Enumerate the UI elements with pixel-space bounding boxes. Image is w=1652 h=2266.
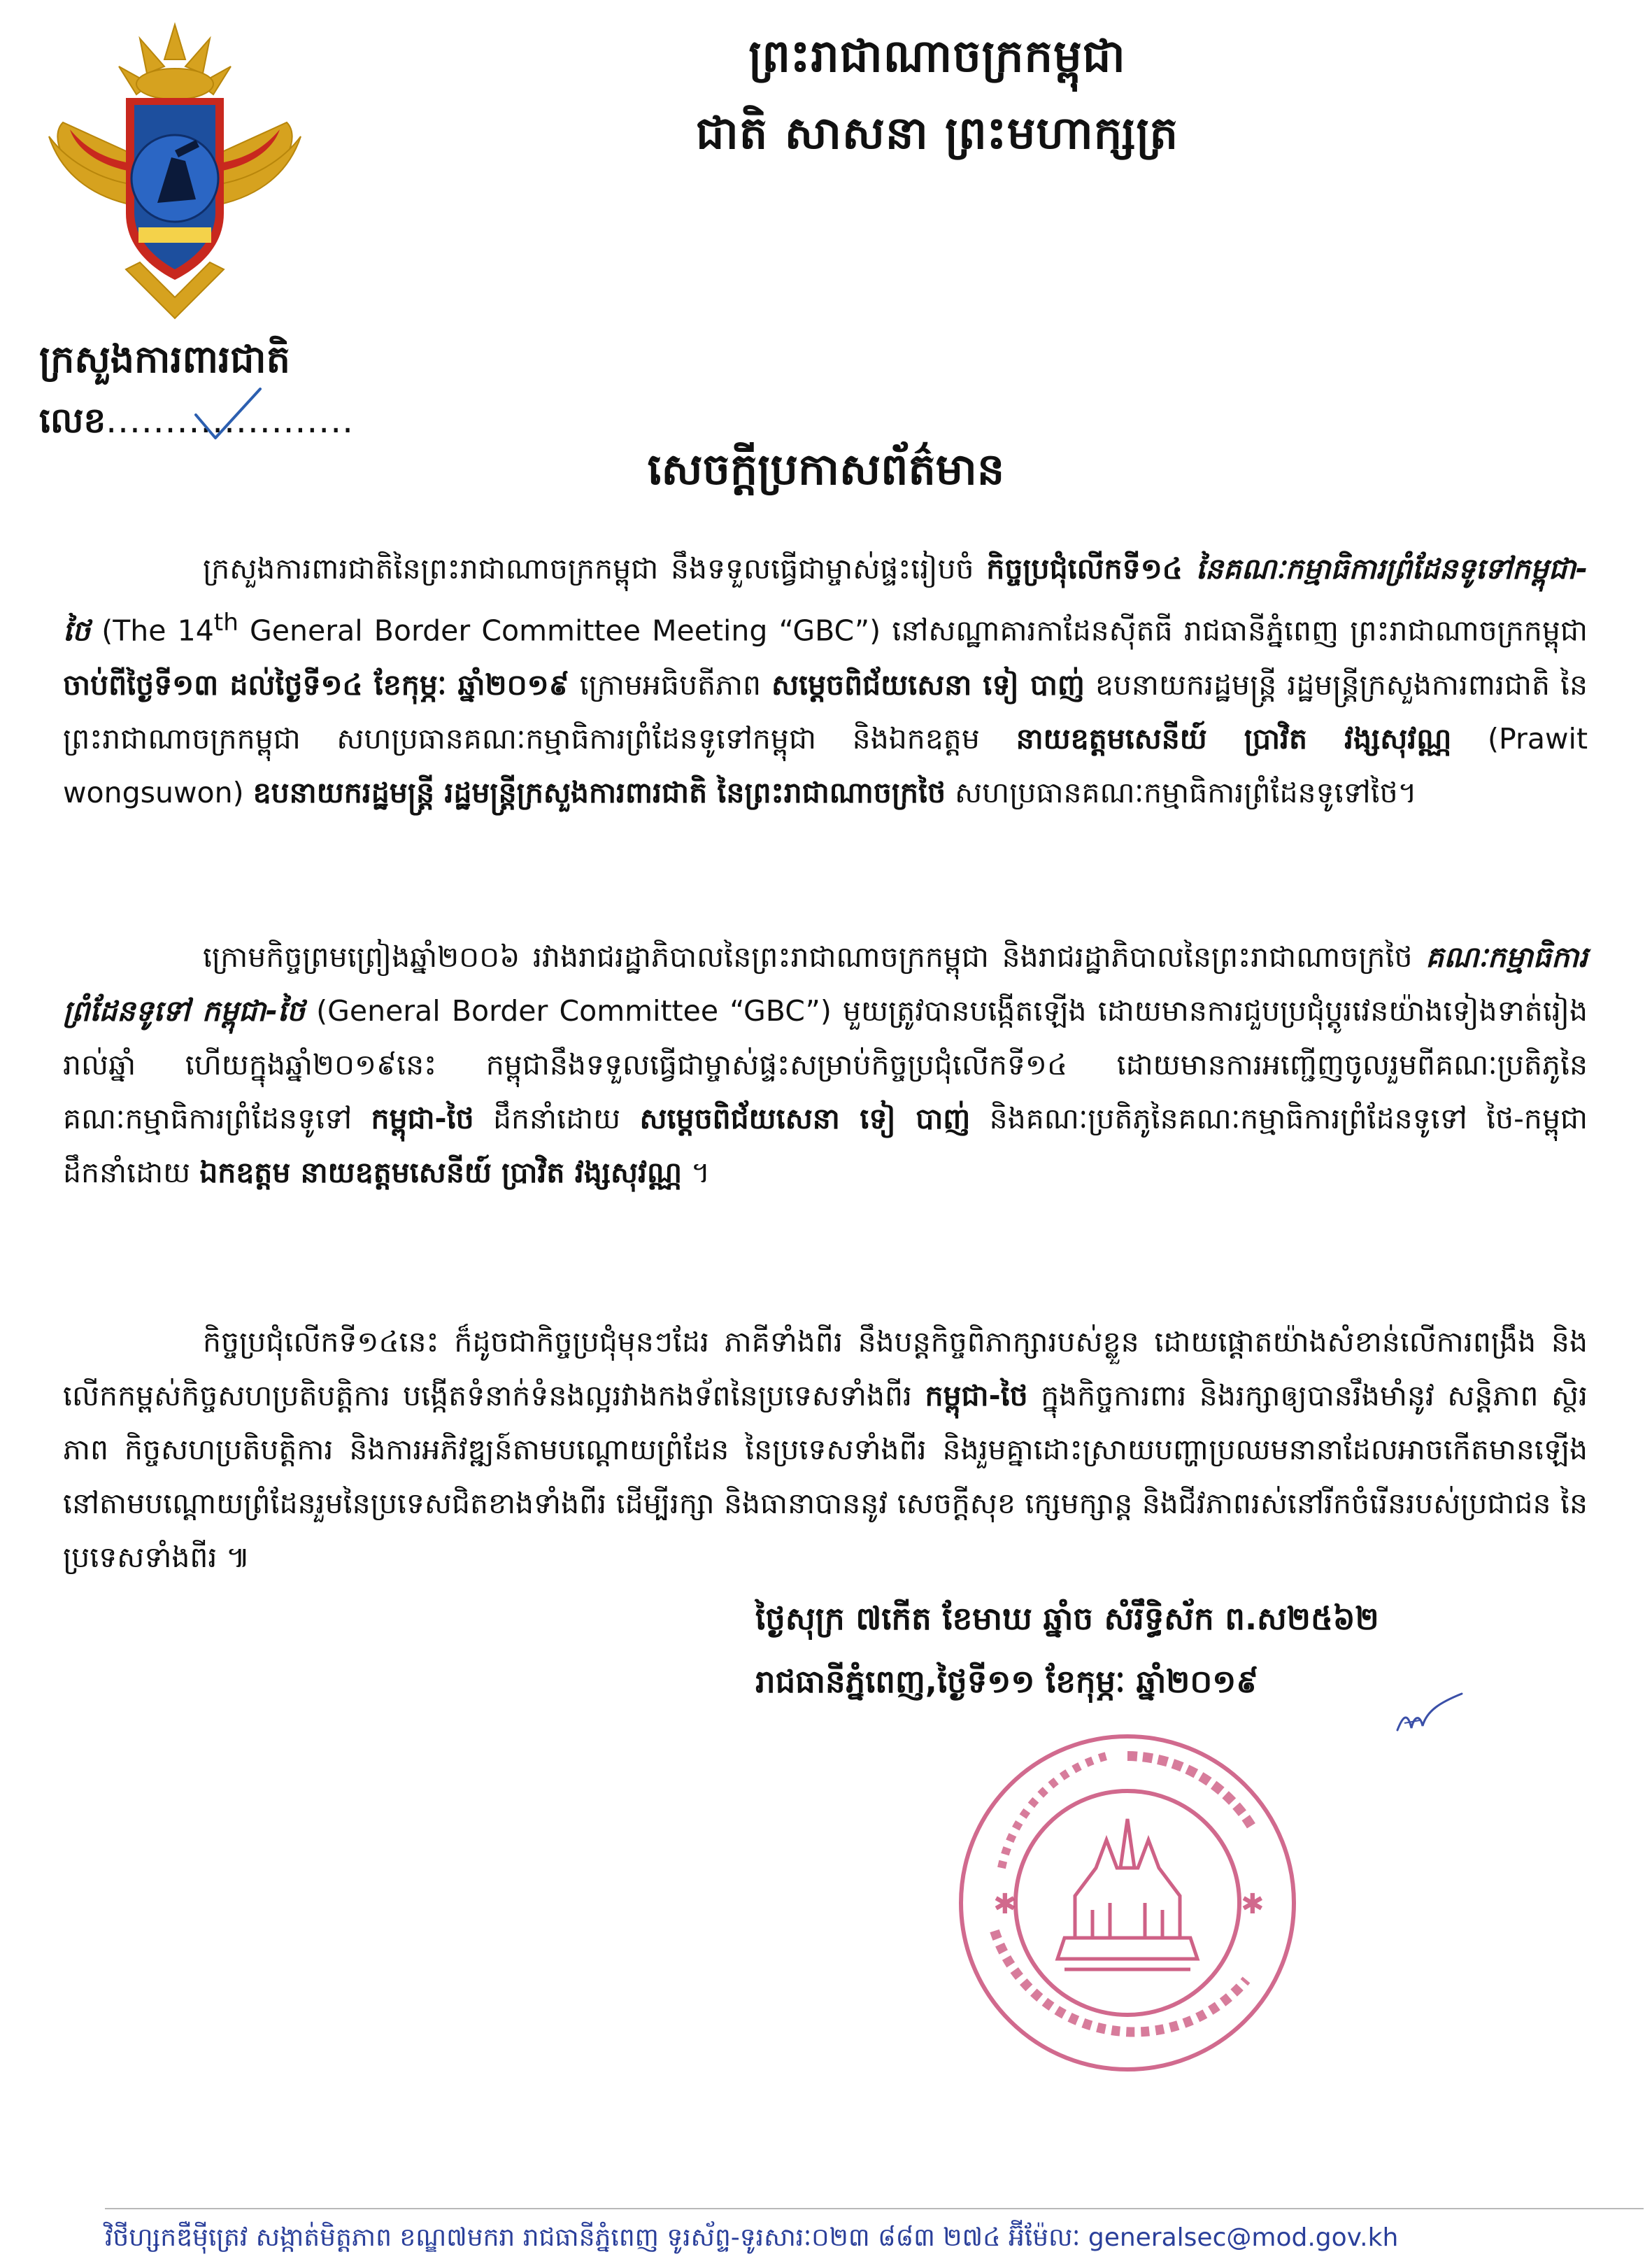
- document-title: សេចក្តីប្រកាសព័ត៌មាន: [647, 444, 1005, 495]
- kingdom-title: ព្រះរាជាណាចក្រកម្ពុជា: [748, 31, 1126, 83]
- svg-text:✱: ✱: [1241, 1888, 1265, 1920]
- ministry-name: ក្រសួងការពារជាតិ: [39, 337, 290, 381]
- p1-text-4: ឧបនាយករដ្ឋមន្ត្រី រដ្ឋមន្ត្រីក្រសួងការពារជាតិ នៃព្រះរាជាណាចក្រកម្ពុជា សហប្រធានគណៈកម្មាធិការព្រំដែនទូទៅកម្ពុជា និងឯកឧត្តម: [63, 667, 1588, 756]
- lunar-date: ថ្ងៃសុក្រ ៧កើត ខែមាឃ ឆ្នាំច សំរឹទ្ធិស័ក ព.ស២៥៦២: [755, 1600, 1379, 1637]
- initials-signature-icon: [1392, 1690, 1469, 1739]
- ref-label: លេខ: [39, 400, 106, 441]
- ref-dots: .....................: [106, 400, 354, 441]
- p1-text-6: សហប្រធានគណៈកម្មាធិការព្រំដែនទូទៅថៃ។: [946, 775, 1417, 809]
- p1-text-3: ក្រោមអធិបតីភាព: [569, 667, 771, 702]
- official-seal-icon: [953, 1728, 1302, 2078]
- p3-text-2: ក្នុងកិច្ចការពារ និងរក្សាឲ្យបានរឹងមាំនូវ សន្តិភាព ស្ថិរភាព កិច្ចសហប្រតិបត្តិការ និងការអភិវឌ្ឍន៍តាមបណ្តោយព្រំដែន នៃប្រទេសទាំងពីរ និងរួមគ្នាដោះស្រាយបញ្ហាប្រឈមនានាដែលអាចកើតមានឡើងនៅតាមបណ្តោយព្រំដែនរួមនៃប្រទេសជិតខាងទាំងពីរ ដើម្បីរក្សា និងធានាបាននូវ សេចក្តីសុខ ក្សេមក្សាន្ត និងជីវភាពរស់នៅរីកចំរើនរបស់ប្រជាជន នៃប្រទេសទាំងពីរ ៕: [63, 1379, 1588, 1574]
- kingdom-motto: ជាតិ សាសនា ព្រះមហាក្សត្រ: [695, 108, 1179, 160]
- paragraph-1: [63, 542, 1588, 820]
- paragraph-2: [63, 930, 1588, 1200]
- p1-dates: ចាប់ពីថ្ងៃទី១៣ ដល់ថ្ងៃទី១៤ ខែកុម្ភៈ ឆ្នាំ២០១៩: [63, 667, 569, 702]
- p3-text: កិច្ចប្រជុំលើកទី១៤នេះ ក៏ដូចជាកិច្ចប្រជុំមុនៗដែរ ភាគីទាំងពីរ នឹងបន្តកិច្ចពិភាក្សារបស់ខ្លួន ដោយផ្តោតយ៉ាងសំខាន់លើការពង្រឹង និងលើកកម្ពស់កិច្ចសហប្រតិបត្តិការ បង្កើតទំនាក់ទំនងល្អរវាងកងទ័ពនៃប្រទេសទាំងពីរ: [63, 1325, 1588, 1412]
- p1-tea-banh: សម្តេចពិជ័យសេនា ទៀ បាញ់: [771, 667, 1085, 702]
- p3-cambodia-thai: កម្ពុជា-ថៃ: [925, 1379, 1028, 1412]
- p2-text-3: ដឹកនាំដោយ: [473, 1102, 640, 1135]
- solar-date: រាជធានីភ្នំពេញ,ថ្ងៃទី១១ ខែកុម្ភៈ ឆ្នាំ២០១៩: [755, 1663, 1259, 1700]
- p1-text: ក្រសួងការពារជាតិនៃព្រះរាជាណាចក្រកម្ពុជា នឹងទទួលធ្វើជាម្ចាស់ផ្ទះរៀបចំ: [203, 552, 987, 586]
- p1-meeting: កិច្ចប្រជុំលើកទី១៤: [986, 552, 1183, 586]
- p2-prawit: ឯកឧត្តម នាយឧត្តមសេនីយ៍ ប្រាវិត វង្សសុវណ្ណ: [199, 1156, 683, 1189]
- svg-text:✱: ✱: [993, 1888, 1017, 1920]
- p1-sup: th: [213, 609, 238, 637]
- checkmark-icon: [189, 383, 266, 446]
- p1-text-5: (Prawit wongsuwon): [63, 721, 1588, 809]
- p2-text-2: (General Border Committee “GBC”) មួយត្រូវបានបង្កើតឡើង ដោយមានការជួបប្រជុំប្តូរវេនយ៉ាងទៀងទាត់រៀងរាល់ឆ្នាំ ហើយក្នុងឆ្នាំ២០១៩នេះ កម្ពុជានឹងទទួលធ្វើជាម្ចាស់ផ្ទះសម្រាប់កិច្ចប្រជុំលើកទី១៤ ដោយមានការអញ្ជើញចូលរួមពីគណៈប្រតិភូនៃគណៈកម្មាធិការព្រំដែនទូទៅ: [63, 994, 1588, 1135]
- ministry-emblem-icon: [35, 17, 315, 325]
- footer-divider: [105, 2208, 1644, 2209]
- p1-prawit: នាយឧត្តមសេនីយ៍ ប្រាវិត វង្សសុវណ្ណ: [1016, 721, 1452, 756]
- p1-english: (The 14: [90, 614, 214, 648]
- p1-text-2: General Border Committee Meeting “GBC”) នៅសណ្ឋាគារកាដែនស៊ីតធី រាជធានីភ្នំពេញ ព្រះរាជាណាចក្រកម្ពុជា: [238, 614, 1588, 648]
- p1-committee: នៃគណៈកម្មាធិការព្រំដែនទូទៅកម្ពុជា-ថៃ: [63, 552, 1588, 648]
- p2-committee: គណៈកម្មាធិការព្រំដែនទូទៅ កម្ពុជា-ថៃ: [63, 940, 1588, 1028]
- p1-prawit-title: ឧបនាយករដ្ឋមន្ត្រី រដ្ឋមន្ត្រីក្រសួងការពារជាតិ នៃព្រះរាជាណាចក្រថៃ: [252, 775, 946, 809]
- paragraph-3: [63, 1315, 1588, 1585]
- p2-text: ក្រោមកិច្ចព្រមព្រៀងឆ្នាំ២០០៦ រវាងរាជរដ្ឋាភិបាលនៃព្រះរាជាណាចក្រកម្ពុជា និងរាជរដ្ឋាភិបាលនៃព្រះរាជាណាចក្រថៃ: [203, 940, 1426, 974]
- footer-address: វិថីហ្សកឌឺម៉ីត្រេវ សង្កាត់មិត្តភាព ខណ្ឌ៧មករា រាជធានីភ្នំពេញ ទូរស័ព្ទ-ទូរសារៈ០២៣ ៨៨៣ ២៧៤ អ៊ីម៉ែលៈ generalsec@mod.gov.kh: [105, 2223, 1399, 2252]
- p2-tea-banh: សម្តេចពិជ័យសេនា ទៀ បាញ់: [639, 1102, 971, 1135]
- p2-cambodia-thai: កម្ពុជា-ថៃ: [371, 1102, 474, 1135]
- p2-text-5: ។: [682, 1156, 711, 1189]
- p2-text-4: និងគណៈប្រតិភូនៃគណៈកម្មាធិការព្រំដែនទូទៅ ថៃ-កម្ពុជា ដឹកនាំដោយ: [63, 1102, 1588, 1189]
